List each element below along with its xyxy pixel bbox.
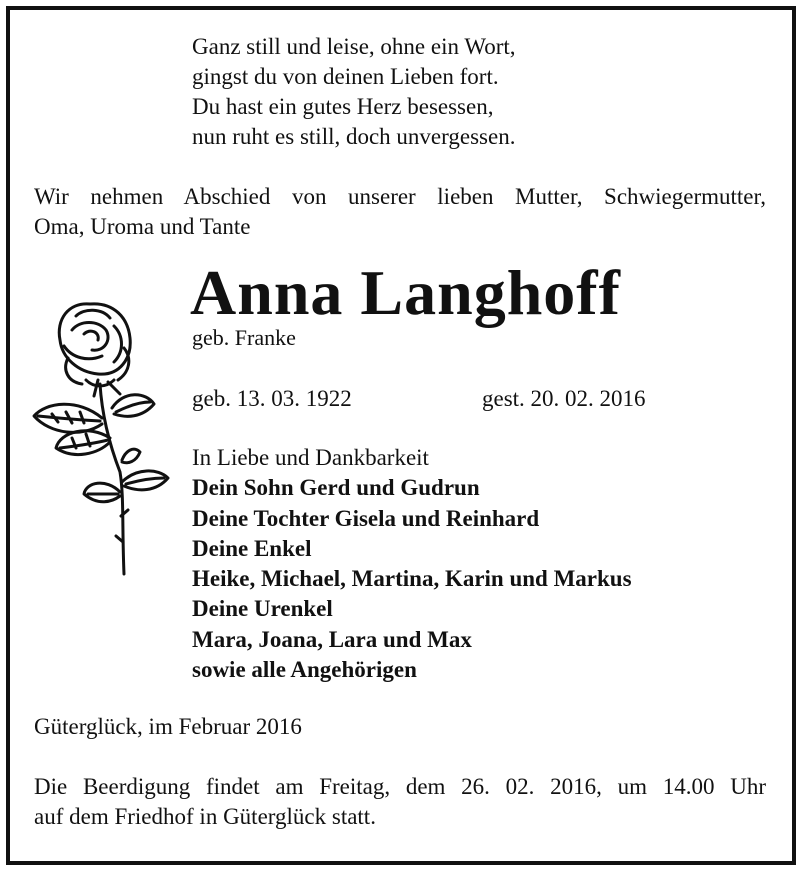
- poem-line: nun ruht es still, doch unvergessen.: [192, 124, 516, 149]
- mourner-line: sowie alle Angehörigen: [192, 657, 417, 683]
- funeral-notice-line: auf dem Friedhof in Güterglück statt.: [34, 804, 376, 829]
- poem-line: Du hast ein gutes Herz besessen,: [192, 94, 494, 119]
- maiden-name: geb. Franke: [192, 325, 296, 350]
- mourner-line: Deine Enkel: [192, 535, 312, 561]
- poem: [192, 32, 516, 152]
- birth-date: geb. 13. 03. 1922: [192, 386, 352, 411]
- poem-line: Ganz still und leise, ohne ein Wort,: [192, 34, 516, 59]
- mourners-intro: In Liebe und Dankbarkeit: [192, 445, 429, 470]
- mourner-line: Mara, Joana, Lara und Max: [192, 626, 472, 652]
- deceased-name: Anna Langhoff: [190, 257, 621, 328]
- mourner-line: Deine Urenkel: [192, 596, 333, 622]
- rose-icon: [28, 296, 178, 586]
- death-date: gest. 20. 02. 2016: [482, 386, 646, 411]
- mourner-line: Heike, Michael, Martina, Karin und Markus: [192, 566, 632, 592]
- poem-line: gingst du von deinen Lieben fort.: [192, 64, 499, 89]
- mourner-line: Deine Tochter Gisela und Reinhard: [192, 505, 540, 531]
- farewell-intro-line: Wir nehmen Abschied von unserer lieben Mutter, Schwiegermutter,: [34, 184, 766, 209]
- life-dates: [192, 384, 646, 414]
- mourners-list: [192, 443, 632, 685]
- farewell-intro-line: Oma, Uroma und Tante: [34, 214, 251, 239]
- farewell-intro: [34, 182, 766, 242]
- mourner-line: Dein Sohn Gerd und Gudrun: [192, 475, 480, 501]
- funeral-notice-line: Die Beerdigung findet am Freitag, dem 26. 02. 2016, um 14.00 Uhr: [34, 774, 766, 799]
- place-and-date: Güterglück, im Februar 2016: [34, 714, 302, 739]
- funeral-notice: [34, 772, 766, 832]
